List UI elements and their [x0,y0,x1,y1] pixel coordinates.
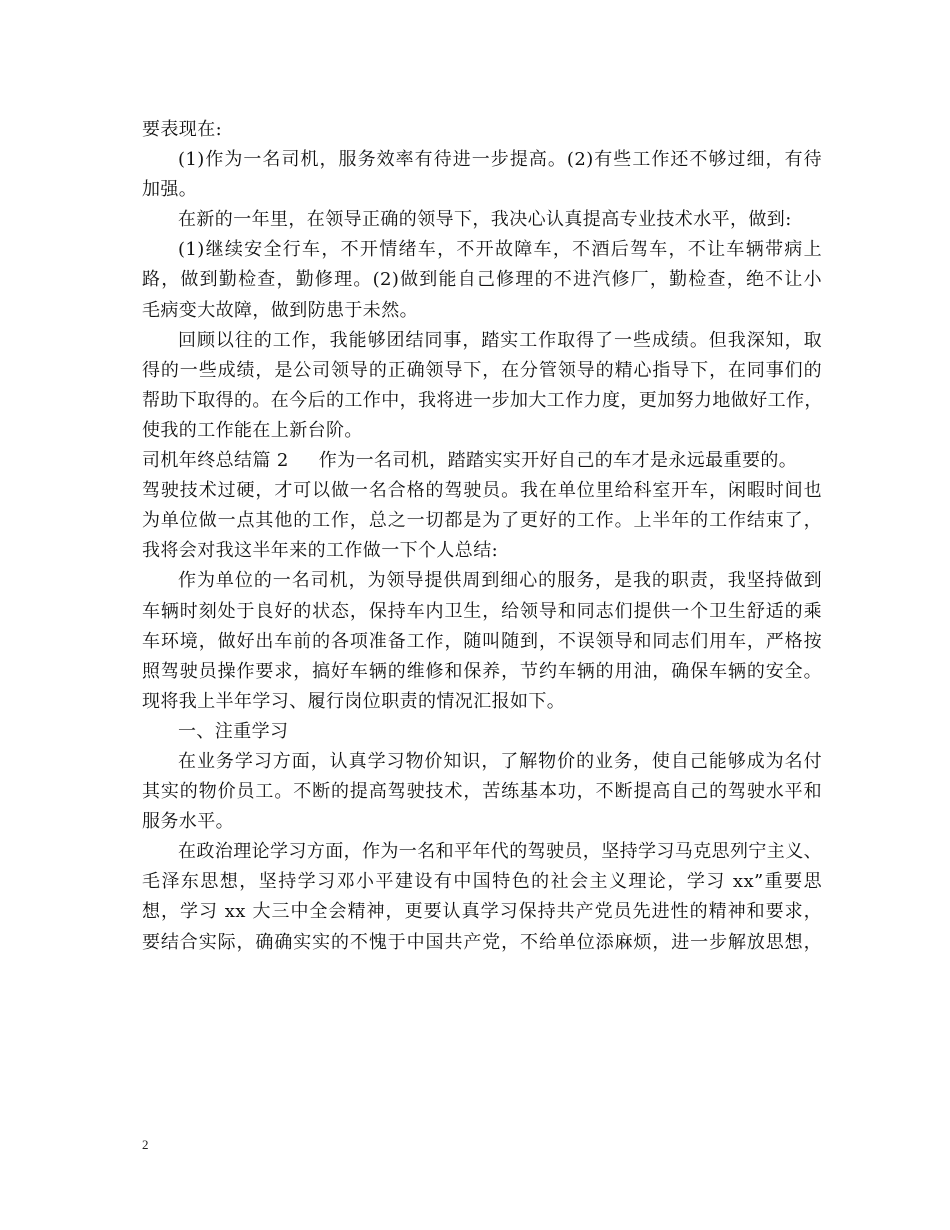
text-line: 加强。 [142,179,198,201]
text-line: 作为单位的一名司机，为领导提供周到细心的服务，是我的职责，我坚持做到 [178,570,822,592]
page-number: 2 [142,1137,149,1152]
text-line: 车辆时刻处于良好的状态，保持车内卫生，给领导和同志们提供一个卫生舒适的乘 [142,600,822,622]
text-line: 回顾以往的工作，我能够团结同事，踏实工作取得了一些成绩。但我深知，取 [178,329,822,351]
section-heading: 司机年终总结篇 2 [142,450,289,472]
document-body [142,115,822,958]
text-line: 驾驶技术过硬，才可以做一名合格的驾驶员。我在单位里给科室开车，闲暇时间也 [142,480,822,502]
text-line: 想，学习 xx 大三中全会精神，更要认真学习保持共产党员先进性的精神和要求， [142,901,822,923]
text-line: 帮助下取得的。在今后的工作中，我将进一步加大工作力度，更加努力地做好工作， [142,389,823,411]
section-heading-line [142,446,822,476]
text-line: 路，做到勤检查，勤修理。(2)做到能自己修理的不进汽修厂，勤检查，绝不让小 [142,269,822,291]
text-line: 在业务学习方面，认真学习物价知识，了解物价的业务，使自己能够成为名付 [178,750,822,772]
text-line: 服务水平。 [142,811,234,833]
text-line: (1)作为一名司机，服务效率有待进一步提高。(2)有些工作还不够过细，有待 [178,149,822,171]
text-line: 我将会对我这半年来的工作做一下个人总结: [142,540,499,562]
text-line: 现将我上半年学习、履行岗位职责的情况汇报如下。 [142,690,566,712]
subheading: 一、注重学习 [178,720,289,742]
text-line: 其实的物价员工。不断的提高驾驶技术，苦练基本功，不断提高自己的驾驶水平和 [142,781,822,803]
text-line: 毛泽东思想，坚持学习邓小平建设有中国特色的社会主义理论，学习 xx”重要思 [142,871,822,893]
text-line: 照驾驶员操作要求，搞好车辆的维修和保养，节约车辆的用油，确保车辆的安全。 [142,660,822,682]
text-line: 车环境，做好出车前的各项准备工作，随叫随到，不误领导和同志们用车，严格按 [142,630,822,652]
text-line: 为单位做一点其他的工作，总之一切都是为了更好的工作。上半年的工作结束了， [142,510,822,532]
text-line: 要结合实际，确确实实的不愧于中国共产党，不给单位添麻烦，进一步解放思想， [142,931,822,953]
text-line: 在政治理论学习方面，作为一名和平年代的驾驶员，坚持学习马克思列宁主义、 [178,841,822,863]
text-line: 在新的一年里，在领导正确的领导下，我决心认真提高专业技术水平，做到: [178,209,792,231]
text-line: 毛病变大故障，做到防患于未然。 [142,299,418,321]
text-line: 得的一些成绩，是公司领导的正确领导下，在分管领导的精心指导下，在同事们的 [142,359,822,381]
text-line: (1)继续安全行车，不开情绪车，不开故障车，不酒后驾车，不让车辆带病上 [178,239,822,261]
text-line: 要表现在: [142,119,223,140]
text-line: 作为一名司机，踏踏实实开好自己的车才是永远最重要的。 [318,450,798,472]
text-line: 使我的工作能在上新台阶。 [142,419,363,441]
